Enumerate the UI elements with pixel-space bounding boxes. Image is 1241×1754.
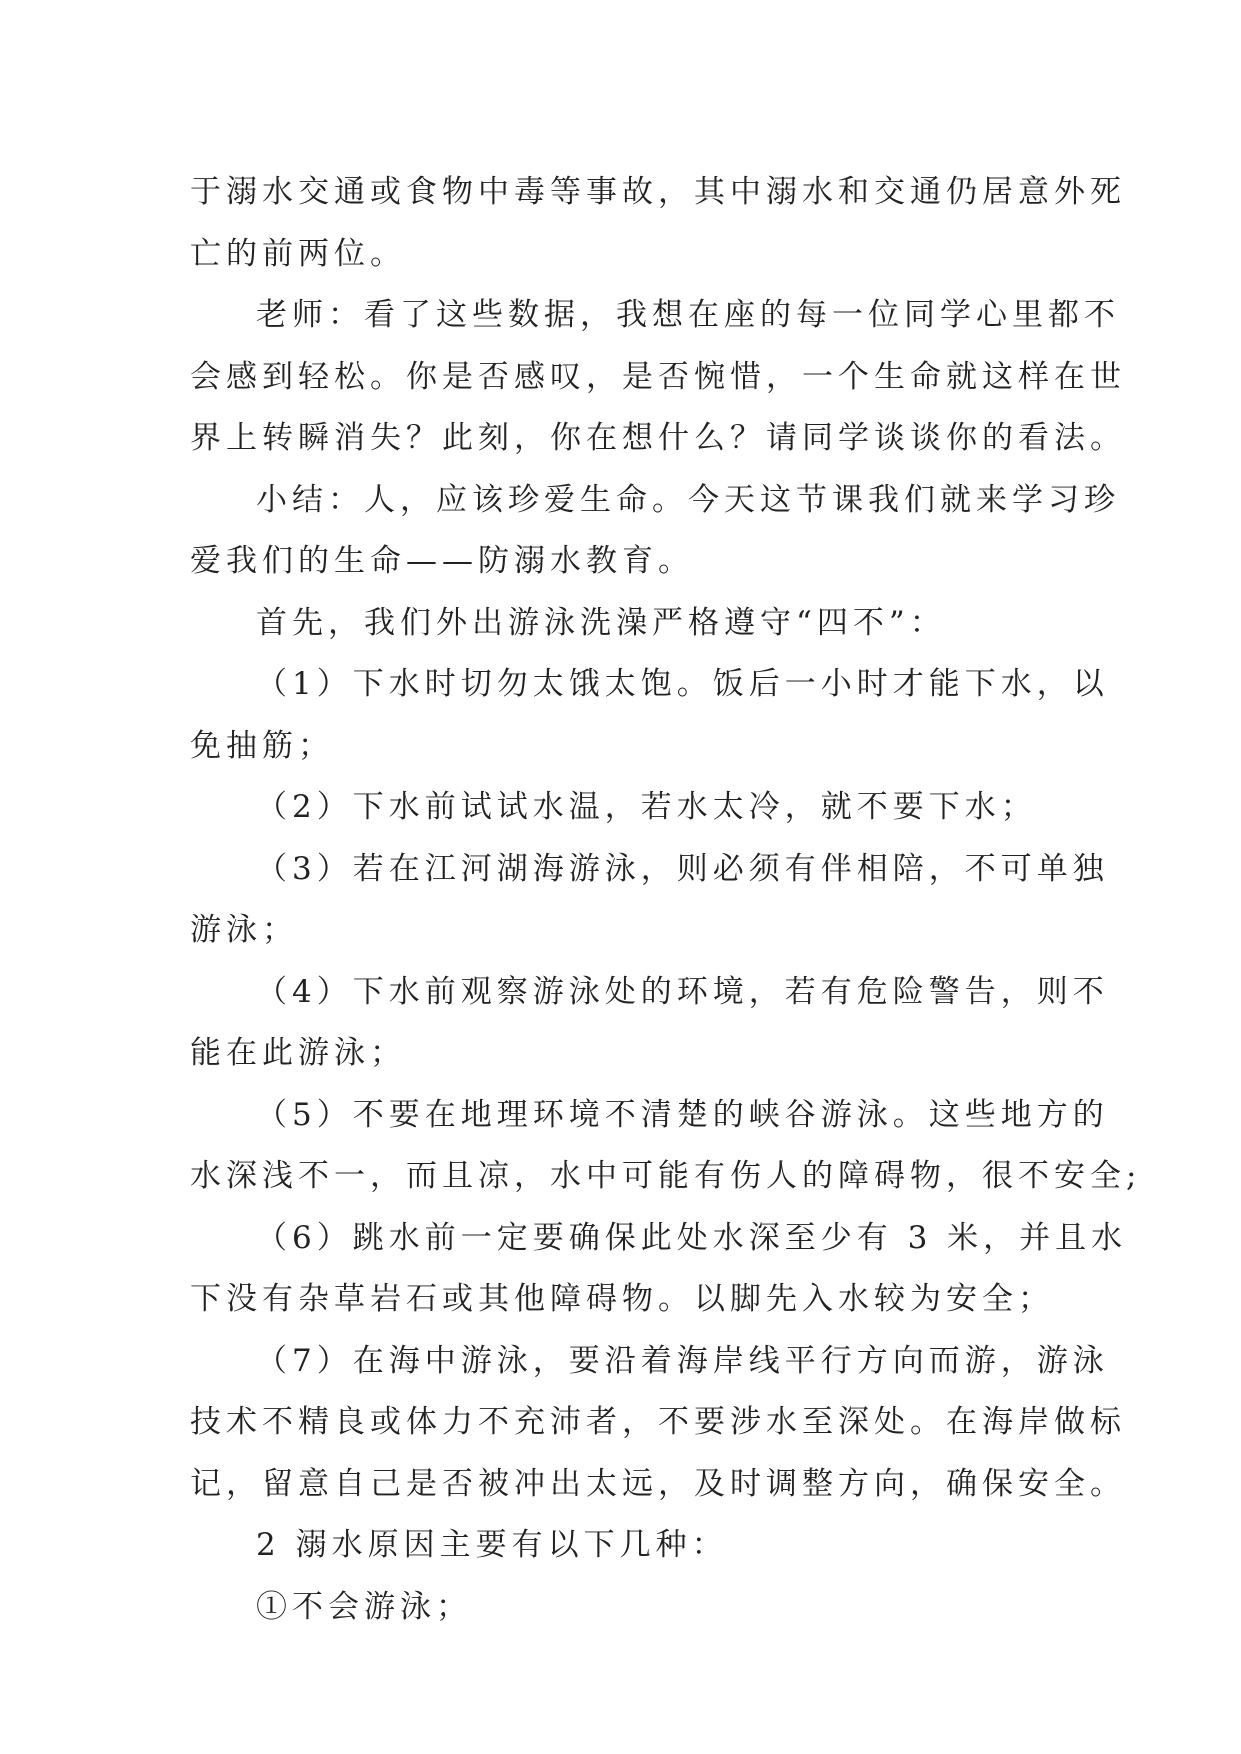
text-line: 技术不精良或体力不充沛者，不要涉水至深处。在海岸做标 [190,1404,1126,1440]
text-line: （2）下水前试试水温，若水太冷，就不要下水； [256,789,1037,825]
text-line: 老师：看了这些数据，我想在座的每一位同学心里都不 [256,297,1120,333]
list-item-2 [190,777,1062,839]
text-line: （7）在海中游泳，要沿着海岸线平行方向而游，游泳 [256,1342,1109,1379]
text-line: （6）跳水前一定要确保此处水深至少有 3 米，并且水 [256,1219,1128,1256]
text-line: （1）下水时切勿太饿太饱。饭后一小时才能下水，以 [256,666,1109,702]
paragraph-summary [190,470,1120,593]
list-item-4 [190,962,1109,1085]
text-line: 首先，我们外出游泳洗澡严格遵守“四不”： [256,604,946,641]
text-line: 爱我们的生命——防溺水教育。 [190,543,694,579]
document-body [190,162,1142,1638]
text-line: 亡的前两位。 [190,235,406,272]
text-line: 下没有杂草岩石或其他障碍物。以脚先入水较为安全； [190,1281,1054,1317]
text-line: 水深浅不一，而且凉，水中可能有伤人的障碍物，很不安全; [190,1158,1142,1194]
list-item-1 [190,654,1109,777]
text-line: 记，留意自己是否被冲出太远，及时调整方向，确保安全。 [190,1465,1126,1502]
list-item-5 [190,1085,1142,1208]
text-line: ①不会游泳； [256,1588,472,1625]
text-line: 游泳； [190,912,298,948]
list-item-7 [190,1331,1126,1516]
paragraph-accident-stats [190,162,1126,285]
text-line: 界上转瞬消失？此刻，你在想什么？请同学谈谈你的看法。 [190,420,1126,456]
paragraph-drowning-causes [190,1515,1062,1577]
text-line: （4）下水前观察游泳处的环境，若有危险警告，则不 [256,973,1109,1010]
paragraph-four-nos-intro [190,593,1062,655]
text-line: （5）不要在地理环境不清楚的峡谷游泳。这些地方的 [256,1096,1109,1133]
text-line: 能在此游泳； [190,1035,406,1071]
text-line: 2 溺水原因主要有以下几种： [256,1527,728,1563]
text-line: （3）若在江河湖海游泳，则必须有伴相陪，不可单独 [256,850,1109,887]
list-item-6 [190,1208,1128,1331]
text-line: 于溺水交通或食物中毒等事故，其中溺水和交通仍居意外死 [190,174,1126,210]
text-line: 会感到轻松。你是否感叹，是否惋惜，一个生命就这样在世 [190,358,1126,395]
paragraph-teacher [190,285,1126,470]
list-item-3 [190,839,1109,962]
text-line: 免抽筋； [190,727,334,764]
text-line: 小结：人，应该珍爱生命。今天这节课我们就来学习珍 [256,481,1120,518]
cause-item-1 [190,1577,1062,1639]
